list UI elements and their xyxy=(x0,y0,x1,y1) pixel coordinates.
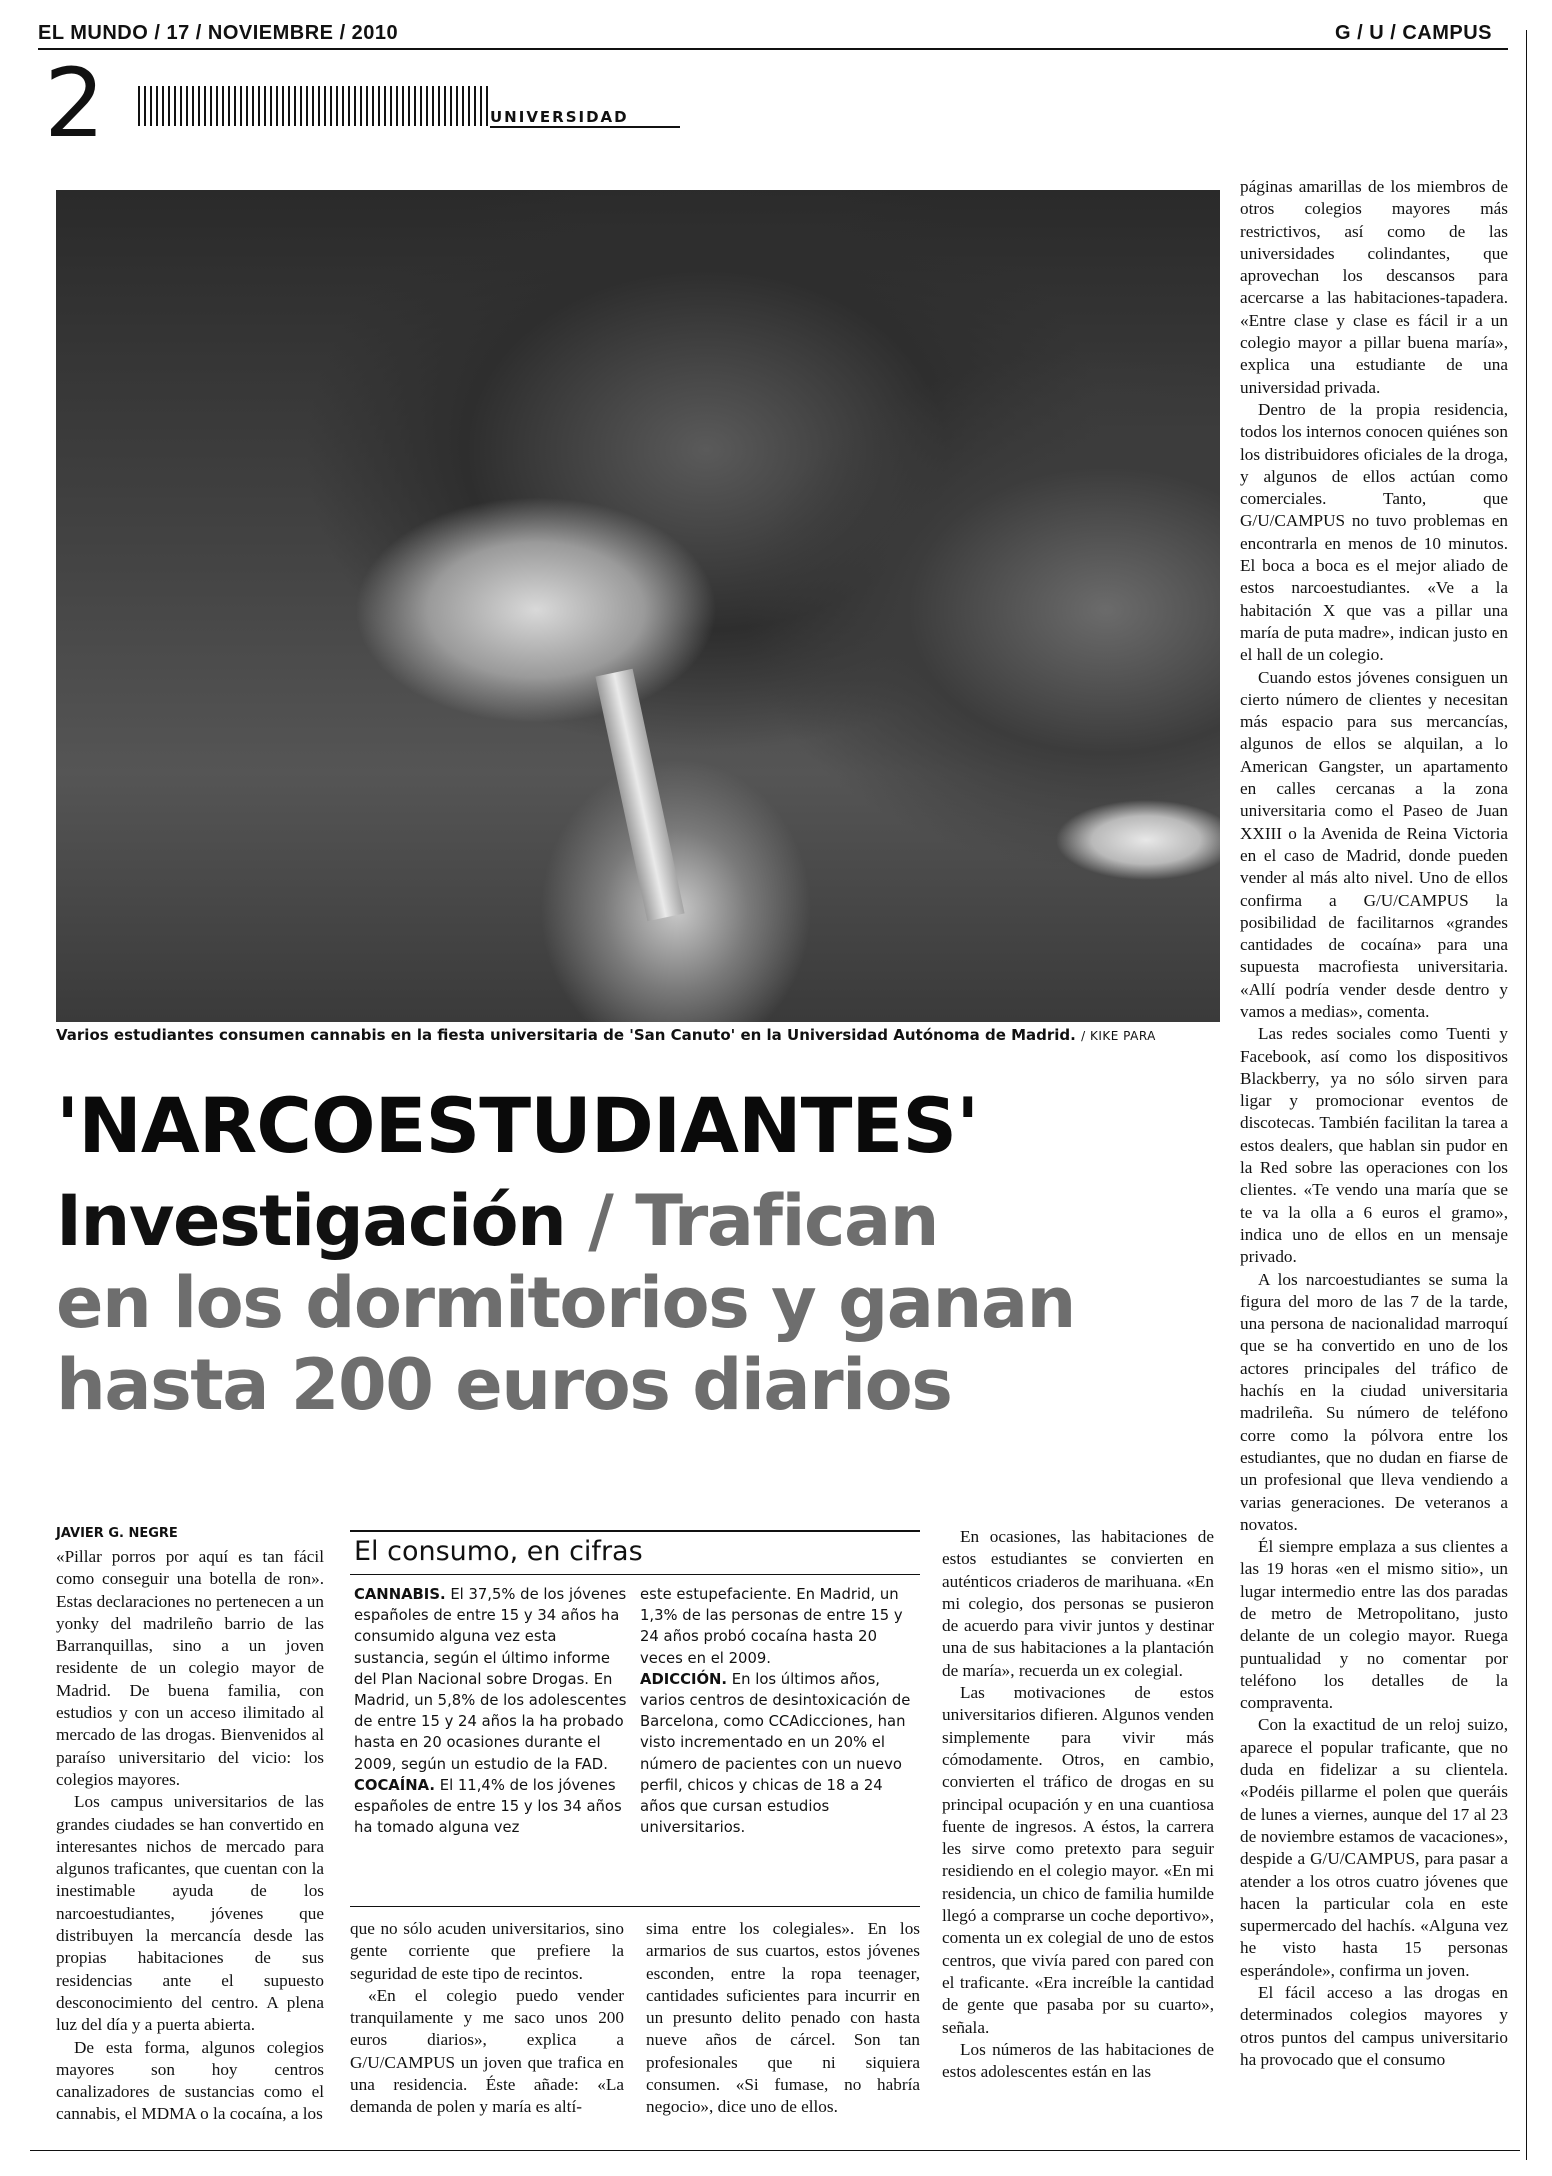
sidebar-item-cocaina xyxy=(354,1775,632,1839)
paragraph: A los narcoestudiantes se suma la figura del moro de las 7 de la tarde, una persona de nacionalidad marroquí que se ha convertido en uno de los actores principales del tráfico de hachís en la ciudad universitaria madrileña. Su número de teléfono corre como la pólvora entre los estudiantes, que no dudan en fiarse de un profesional que lleva vendiendo a varias generaciones. De veteranos a novatos. xyxy=(1240,1269,1508,1534)
caption-text: Varios estudiantes consumen cannabis en la fiesta universitaria de 'San Canuto' en la Universidad Autónoma de Madrid. xyxy=(56,1026,1076,1044)
label-cannabis: CANNABIS. xyxy=(354,1586,446,1603)
paragraph: En ocasiones, las habitaciones de estos estudiantes se convierten en auténticos criaderos de marihuana. «En mi colegio, dos personas se pusieron de acuerdo para vivir juntos y destinar una de sus habitaciones a la plantación de maría», recuerda un ex colegial. xyxy=(942,1527,1214,1680)
paragraph: que no sólo acuden universitarios, sino gente corriente que prefiere la seguridad de este tipo de recintos. xyxy=(350,1919,624,1983)
byline: JAVIER G. NEGRE xyxy=(56,1526,178,1541)
subtitle-line-3: hasta 200 euros diarios xyxy=(56,1344,952,1426)
section-barcode xyxy=(138,86,488,126)
headline-title: 'NARCOESTUDIANTES' xyxy=(56,1081,979,1170)
headline-subtitle xyxy=(56,1180,1256,1426)
masthead-date: EL MUNDO / 17 / NOVIEMBRE / 2010 xyxy=(38,22,399,44)
right-edge-rule xyxy=(1526,30,1527,2160)
masthead-publication: G / U / CAMPUS xyxy=(1334,22,1492,44)
label-adiccion: ADICCIÓN. xyxy=(640,1670,728,1688)
bottom-rule xyxy=(30,2150,1520,2151)
kicker-separator: / xyxy=(565,1180,636,1262)
paragraph: Las redes sociales como Tuenti y Facebook, así como los dispositivos Blackberry, ya no sólo sirven para ligar y promocionar eventos de discotecas. También facilitan la tarea a estos dealers, que hablan sin pudor en la Red sobre las operaciones con los clientes. «Te vendo una maría que se te va la olla a 6 euros el gramo», indica uno de ellos en un mensaje privado. xyxy=(1240,1024,1508,1267)
sidebar-item-cocaina-cont: este estupefaciente. En Madrid, un 1,3% de las personas de entre 15 y 24 años probó cocaína hasta 20 veces en el 2009. xyxy=(640,1586,903,1667)
article-column-1 xyxy=(56,1546,324,2146)
subtitle-line-2: en los dormitorios y ganan xyxy=(56,1262,1075,1344)
page-number: 2 xyxy=(44,56,106,136)
sidebar-title: El consumo, en cifras xyxy=(354,1536,643,1567)
sidebar-column-2 xyxy=(640,1584,916,1859)
paragraph: Él siempre emplaza a sus clientes a las 19 horas «en el mismo sitio», un lugar intermedio entre las dos paradas de metro de Metropolitano, justo delante de un colegio mayor. Ruega puntualidad y no comentar por teléfono los detalles de la compraventa. xyxy=(1240,1537,1508,1713)
article-column-2 xyxy=(350,1918,624,2118)
photo-credit: / KIKE PARA xyxy=(1081,1029,1156,1043)
text-cocaina: El 11,4% de los jóvenes españoles de entre 15 y los 34 años ha tomado alguna vez xyxy=(354,1776,622,1837)
paragraph: sima entre los colegiales». En los armarios de sus cuartos, estos jóvenes esconden, entre la ropa teenager, cantidades suficientes para incurrir en un presunto delito penado con hasta nueve años de cárcel. Son tan profesionales que ni siquiera consumen. «Si fumase, no habría negocio», dice uno de ellos. xyxy=(646,1919,920,2117)
photo-caption xyxy=(56,1026,1220,1044)
sidebar-column-1 xyxy=(354,1584,632,1859)
kicker: Investigación xyxy=(56,1180,566,1262)
article-column-3 xyxy=(646,1918,920,2118)
paragraph: Con la exactitud de un reloj suizo, aparece el popular traficante, que no duda en fidelizar a su clientela. «Podéis pillarme el polen que queráis de lunes a viernes, aunque del 17 al 23 de noviembre estamos de vacaciones», despide a G/U/CAMPUS, para pasar a atender a los otros cuatro jóvenes que hacen la particular cola en este supermercado del hachís. «Alguna vez he visto hasta 15 personas esperándole», confirma un joven. xyxy=(1240,1715,1508,1980)
section-rule xyxy=(490,126,680,128)
text-cannabis: El 37,5% de los jóvenes españoles de entre 15 y 34 años ha consumido alguna vez esta sustancia, según el último informe del Plan Nacional sobre Drogas. En Madrid, un 5,8% de los adolescentes de entre 15 y 24 años la ha probado hasta en 20 ocasiones durante el 2009, según un estudio de la FAD. xyxy=(354,1586,627,1773)
paragraph: Los números de las habitaciones de estos adolescentes están en las xyxy=(942,2039,1214,2082)
article-column-4 xyxy=(942,1526,1214,2116)
paragraph: «En el colegio puedo vender tranquilamente y me saco unos 200 euros diarios», explica a G/U/CAMPUS un joven que trafica en una residencia. Éste añade: «La demanda de polen y maría es altí- xyxy=(350,1985,624,2117)
sidebar-top-rule xyxy=(350,1530,920,1532)
article-column-5 xyxy=(1240,176,1508,2120)
paragraph: Dentro de la propia residencia, todos los internos conocen quiénes son los distribuidores oficiales de la droga, y algunos de ellos actúan como comerciales. Tanto, que G/U/CAMPUS no tuvo problemas en encontrarla en menos de 10 minutos. El boca a boca es el mejor aliado de estos narcoestudiantes. «Ve a la habitación X que vas a pillar una maría de puta madre», indican justo en el hall de un colegio. xyxy=(1240,399,1508,665)
section-label: UNIVERSIDAD xyxy=(490,108,629,126)
sidebar-item-adiccion xyxy=(640,1669,916,1839)
text-adiccion: En los últimos años, varios centros de desintoxicación de Barcelona, como CCAdicciones, han visto incrementado en un 20% el número de pacientes con un nuevo perfil, chicos y chicas de 18 a 24 años que cursan estudios universitarios. xyxy=(640,1670,911,1837)
paragraph: Cuando estos jóvenes consiguen un cierto número de clientes y necesitan más espacio para sus mercancías, algunos de ellos se alquilan, a lo American Gangster, un apartamento en calles cercanas a la zona universitaria como el Paseo de Juan XXIII o la Avenida de Reina Victoria en el caso de Madrid, donde pueden vender al más alto nivel. Uno de ellos confirma a G/U/CAMPUS la posibilidad de facilitarnos «grandes cantidades de cocaína» para una supuesta macrofiesta universitaria. «Allí podría vender desde dentro y vamos a medias», comenta. xyxy=(1240,667,1508,1021)
rolled-joint-shape xyxy=(595,669,684,921)
masthead-rule xyxy=(38,48,1508,50)
subtitle-first: Trafican xyxy=(635,1180,939,1262)
subtitle-line-1 xyxy=(56,1180,1256,1262)
article-photo xyxy=(56,190,1220,1022)
paragraph: «Pillar porros por aquí es tan fácil como conseguir una botella de ron». Estas declaraciones no pertenecen a un yonky del madrileño barrio de las Barranquillas, sino a un joven residente de un colegio mayor de Madrid. De buena familia, con estudios y con un acceso ilimitado al mercado de las drogas. Bienvenidos al paraíso universitario del vicio: los colegios mayores. xyxy=(56,1547,324,1789)
label-cocaina: COCAÍNA. xyxy=(354,1776,435,1794)
paragraph: De esta forma, algunos colegios mayores son hoy centros canalizadores de sustancias como el cannabis, el MDMA o la cocaína, a los xyxy=(56,2037,324,2124)
paragraph: El fácil acceso a las drogas en determinados colegios mayores y otros puntos del campus universitario ha provocado que el consumo xyxy=(1240,1983,1508,2069)
sidebar-title-rule xyxy=(350,1574,920,1575)
sidebar-item-cannabis xyxy=(354,1584,632,1775)
sidebar-bottom-rule xyxy=(350,1906,920,1907)
paragraph: Los campus universitarios de las grandes ciudades se han convertido en interesantes nichos de mercado para algunos traficantes, que cuentan con la inestimable ayuda de los narcoestudiantes, jóvenes que distribuyen la mercancía desde las propias habitaciones de sus residencias ante el supuesto desconocimiento del centro. A plena luz del día y a puerta abierta. xyxy=(56,1792,324,2035)
paragraph: Las motivaciones de estos universitarios difieren. Algunos venden simplemente para vivir más cómodamente. Otros, en cambio, convierten el tráfico de drogas en su principal ocupación y en una cuantiosa fuente de ingresos. A éstos, la carrera les sirve como pretexto para seguir residiendo en el colegio mayor. «En mi residencia, un chico de familia humilde llegó a comprarse un coche deportivo», comenta un ex colegial de uno de estos centros, que vivía pared con pared con el traficante. «Era increíble la cantidad de gente que pasaba por su cuarto», señala. xyxy=(942,1683,1214,2037)
paragraph: páginas amarillas de los miembros de otros colegios mayores más restrictivos, así como de las universidades colindantes, que aprovechan los descansos para acercarse a las habitaciones-tapadera. «Entre clase y clase es fácil ir a un colegio mayor a pillar buena maría», explica una estudiante de una universidad privada. xyxy=(1240,177,1508,397)
